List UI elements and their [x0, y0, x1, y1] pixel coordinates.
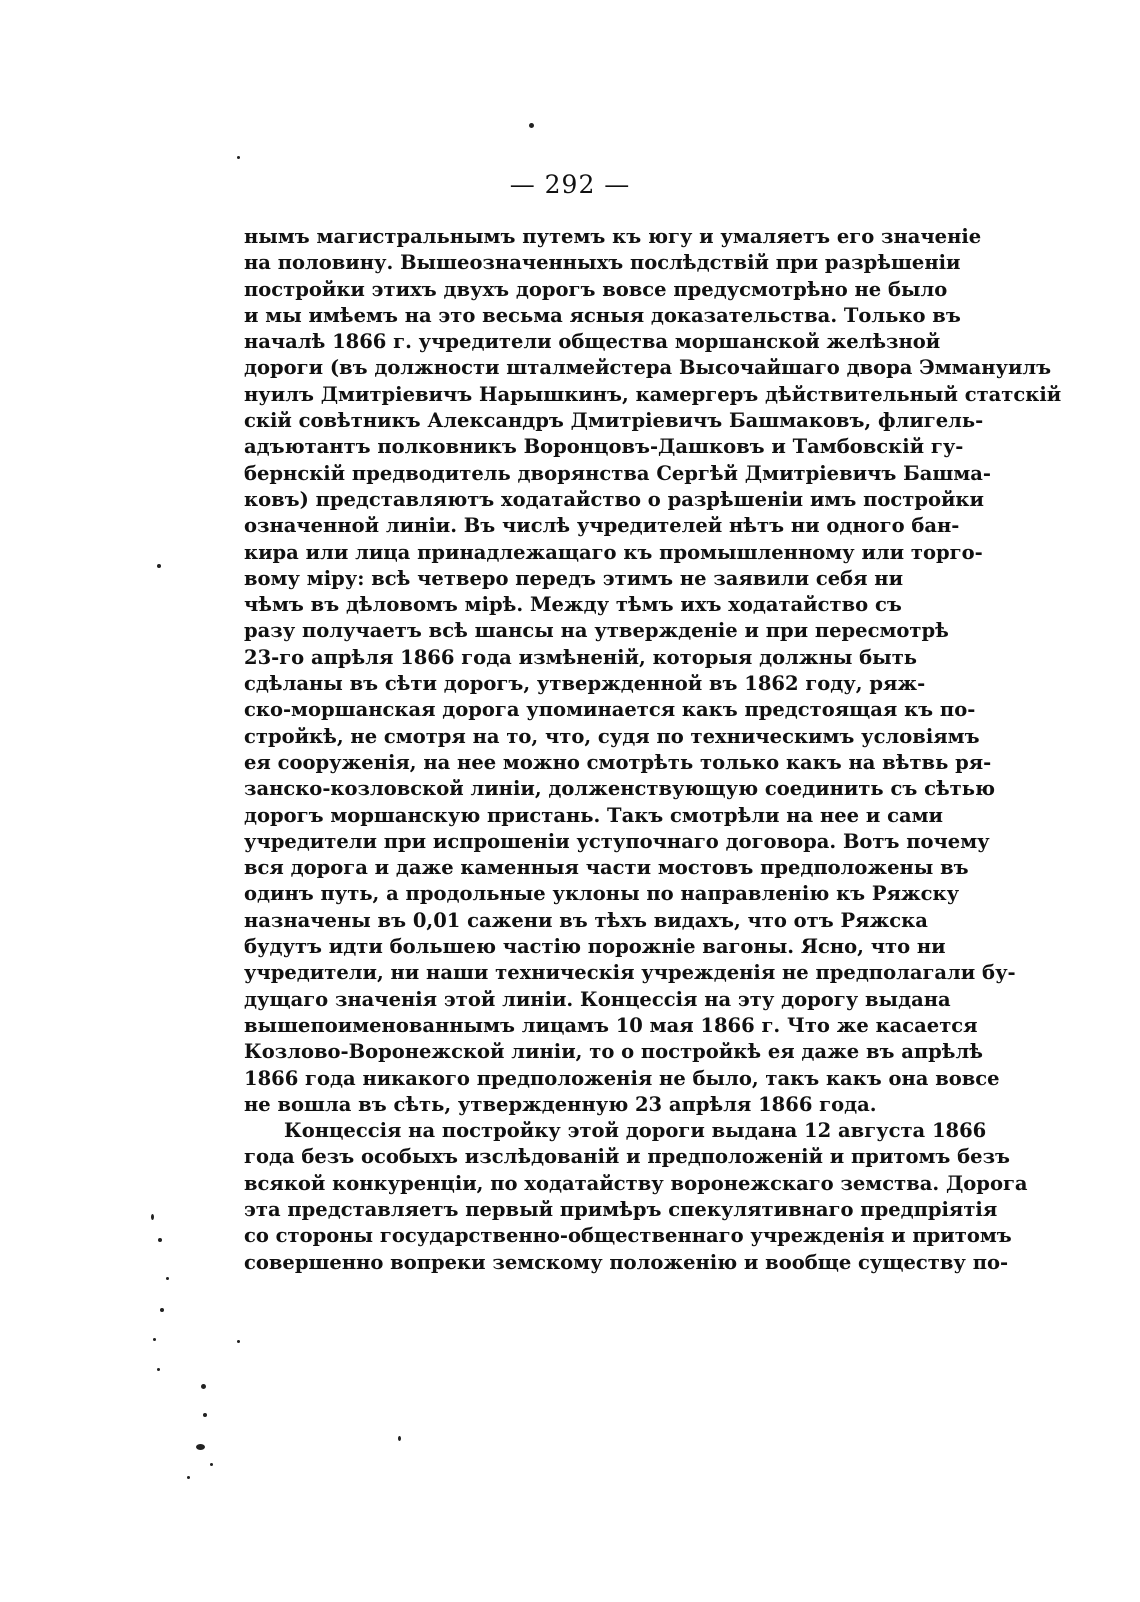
- text-line: ковъ) представляютъ ходатайство о разрѣшеніи имъ постройки: [244, 487, 984, 511]
- text-line: совершенно вопреки земскому положенію и вообще существу по-: [244, 1250, 1009, 1274]
- text-line: кира или лица принадлежащаго къ промышленному или торго-: [244, 540, 983, 564]
- text-line: дорогъ моршанскую пристань. Такъ смотрѣли на нее и сами: [244, 803, 944, 827]
- scan-speck: [151, 1214, 154, 1220]
- text-line: вышепоименованнымъ лицамъ 10 мая 1866 г. Что же касается: [244, 1013, 978, 1037]
- text-line: нуилъ Дмитріевичъ Нарышкинъ, камергеръ дѣйствительный статскій: [244, 382, 1062, 406]
- body-text: [244, 224, 1062, 1276]
- text-line: назначены въ 0,01 сажени въ тѣхъ видахъ, что отъ Ряжска: [244, 908, 928, 932]
- text-line: нымъ магистральнымъ путемъ къ югу и умаляетъ его значеніе: [244, 225, 982, 248]
- text-line: со стороны государственно-общественнаго учрежденія и притомъ: [244, 1224, 1012, 1248]
- text-line: разу получаетъ всѣ шансы на утвержденіе и при пересмотрѣ: [244, 619, 949, 643]
- text-line: Козлово-Воронежской линіи, то о постройкѣ ея даже въ апрѣлѣ: [244, 1040, 983, 1064]
- scan-speck: [210, 1463, 213, 1466]
- text-line: учредители, ни наши техническія учрежденія не предполагали бу-: [244, 961, 1016, 985]
- text-line: на половину. Вышеозначенныхъ послѣдствій при разрѣшеніи: [244, 251, 961, 275]
- scan-speck: [237, 1340, 240, 1343]
- text-line: и мы имѣемъ на это весьма ясныя доказательства. Только въ: [244, 303, 961, 327]
- text-line: ско-моршанская дорога упоминается какъ предстоящая къ по-: [244, 698, 976, 722]
- scan-speck: [237, 156, 240, 159]
- scan-speck: [196, 1444, 205, 1450]
- text-line: сдѣланы въ сѣти дорогъ, утвержденной въ 1862 году, ряж-: [244, 672, 926, 696]
- text-line: года безъ особыхъ изслѣдованій и предположеній и притомъ безъ: [244, 1145, 1010, 1169]
- text-line: скій совѣтникъ Александръ Дмитріевичъ Башмаковъ, флигель-: [244, 409, 984, 433]
- text-line: одинъ путь, а продольные уклоны по направленію къ Ряжску: [244, 882, 960, 906]
- scan-speck: [160, 1308, 164, 1312]
- text-line: означенной линіи. Въ числѣ учредителей нѣтъ ни одного бан-: [244, 514, 960, 538]
- text-line: учредители при испрошеніи уступочнаго договора. Вотъ почему: [244, 829, 990, 853]
- scan-speck: [166, 1277, 169, 1280]
- text-line: чѣмъ въ дѣловомъ мірѣ. Между тѣмъ ихъ ходатайство съ: [244, 593, 902, 617]
- text-line: адъютантъ полковникъ Воронцовъ-Дашковъ и Тамбовскій гу-: [244, 435, 964, 459]
- paragraph-first-line: Концессія на постройку этой дороги выдана 12 августа 1866: [284, 1119, 987, 1143]
- scan-speck: [529, 123, 534, 128]
- scan-speck: [158, 1238, 162, 1242]
- scan-speck: [201, 1384, 206, 1389]
- text-line: постройки этихъ двухъ дорогъ вовсе предусмотрѣно не было: [244, 277, 948, 301]
- scan-speck: [398, 1436, 401, 1441]
- text-line: не вошла въ сѣть, утвержденную 23 апрѣля 1866 года.: [244, 1092, 877, 1116]
- page-number: — 292 —: [509, 170, 631, 199]
- text-line: вому міру: всѣ четверо передъ этимъ не заявили себя ни: [244, 566, 904, 590]
- text-line: будутъ идти большею частію порожніе вагоны. Ясно, что ни: [244, 935, 946, 959]
- text-line: бернскій предводитель дворянства Сергѣй Дмитріевичъ Башма-: [244, 461, 992, 485]
- text-line: 23-го апрѣля 1866 года измѣненій, которыя должны быть: [244, 645, 918, 669]
- scan-speck: [203, 1413, 207, 1417]
- scan-speck: [187, 1476, 190, 1479]
- text-line: вся дорога и даже каменныя части мостовъ предположены въ: [244, 856, 969, 880]
- text-line: стройкѣ, не смотря на то, что, судя по техническимъ условіямъ: [244, 724, 980, 748]
- scan-speck: [157, 564, 161, 568]
- text-line: дущаго значенія этой линіи. Концессія на эту дорогу выдана: [244, 987, 951, 1011]
- text-line: 1866 года никакого предположенія не было, такъ какъ она вовсе: [244, 1066, 1000, 1090]
- text-line: дороги (въ должности шталмейстера Высочайшаго двора Эммануилъ: [244, 356, 1052, 380]
- text-line: ея сооруженія, на нее можно смотрѣть только какъ на вѣтвь ря-: [244, 750, 992, 774]
- scan-speck: [157, 1368, 160, 1371]
- text-line: началѣ 1866 г. учредители общества моршанской желѣзной: [244, 330, 941, 354]
- text-line: всякой конкуренціи, по ходатайству воронежскаго земства. Дорога: [244, 1171, 1028, 1195]
- scan-speck: [153, 1338, 156, 1341]
- text-line: эта представляетъ первый примѣръ спекулятивнаго предпріятія: [244, 1197, 998, 1221]
- text-line: занско-козловской линіи, долженствующую соединить съ сѣтью: [244, 777, 995, 801]
